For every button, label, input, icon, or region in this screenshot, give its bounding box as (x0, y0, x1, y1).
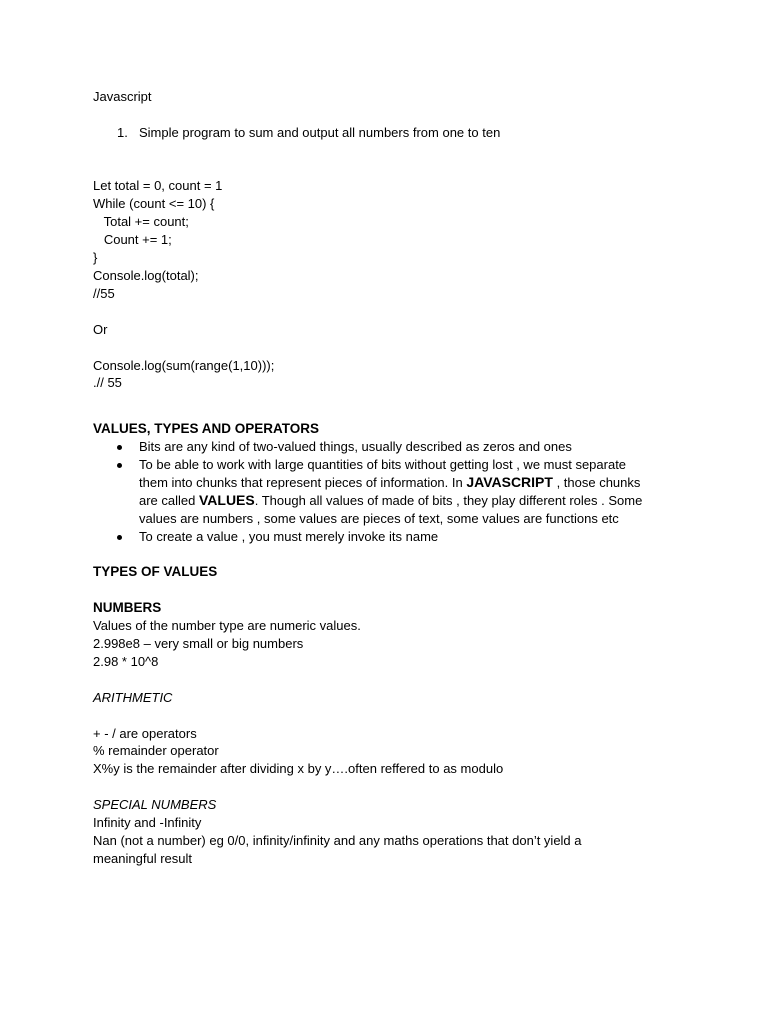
text-line: X%y is the remainder after dividing x by y….often reffered to as modulo (93, 761, 504, 777)
emphasis-javascript: JAVASCRIPT (466, 473, 553, 490)
bullet-text: Bits are any kind of two-valued things, usually described as zeros and ones (139, 439, 572, 455)
code-line: Let total = 0, count = 1 (93, 178, 223, 194)
text-line: Values of the number type are numeric values. (93, 618, 361, 634)
arithmetic-paragraph (93, 725, 653, 779)
numbers-paragraph (93, 617, 653, 671)
code-line: Console.log(sum(range(1,10))); (93, 357, 275, 373)
code-block-loop (93, 177, 653, 302)
spacer (93, 303, 653, 321)
code-line: Console.log(total); (93, 268, 199, 284)
bullet-text: . Though all values of made of bits , they play different roles . Some values are numbers , some values are pieces of text, some values are functions etc (139, 492, 643, 526)
code-line: Count += 1; (93, 232, 172, 248)
code-line: While (count <= 10) { (93, 196, 215, 212)
list-item (93, 124, 653, 142)
text-line: 2.98 * 10^8 (93, 653, 159, 669)
code-line: } (93, 250, 98, 266)
section-heading-arithmetic: ARITHMETIC (93, 689, 173, 705)
spacer (93, 410, 653, 420)
bullet-icon (117, 463, 122, 468)
code-block-sum (93, 357, 653, 393)
section-heading-values: VALUES, TYPES AND OPERATORS (93, 421, 320, 437)
spacer (93, 707, 653, 725)
or-text: Or (93, 321, 108, 337)
bullet-text: , those chunks are called (139, 474, 641, 508)
code-line: //55 (93, 285, 115, 301)
text-line: Infinity and -Infinity (93, 815, 202, 831)
section-heading-special-numbers: SPECIAL NUMBERS (93, 797, 217, 813)
numbered-list (93, 124, 653, 142)
bullet-icon (117, 445, 122, 450)
special-numbers-paragraph (93, 814, 653, 868)
list-number: 1. (117, 124, 128, 140)
list-item (93, 528, 653, 546)
bullet-text: To create a value , you must merely invoke its name (139, 528, 439, 544)
text-line: Nan (not a number) eg 0/0, infinity/infinity and any maths operations that don’t yield a meaningful result (93, 832, 582, 866)
section-heading-numbers: NUMBERS (93, 600, 162, 616)
list-item (93, 438, 653, 456)
bullet-list (93, 438, 653, 545)
spacer (93, 392, 653, 410)
bullet-text: To be able to work with large quantities of bits without getting lost , we must separate them into chunks that represent pieces of information. In (139, 457, 627, 490)
emphasis-values: VALUES (198, 491, 255, 508)
text-line: + - / are operators (93, 725, 197, 741)
code-line: Total += count; (93, 214, 189, 230)
spacer (93, 339, 653, 357)
spacer (93, 546, 653, 564)
list-item (93, 456, 653, 528)
spacer (93, 142, 653, 160)
document-page (93, 88, 653, 868)
spacer (93, 106, 653, 124)
spacer (93, 778, 653, 796)
document-title: Javascript (93, 89, 152, 104)
code-line: .// 55 (93, 375, 122, 391)
spacer (93, 671, 653, 689)
spacer (93, 160, 653, 178)
spacer (93, 581, 653, 599)
text-line: 2.998e8 – very small or big numbers (93, 636, 304, 652)
text-line: % remainder operator (93, 743, 219, 759)
list-item-text: Simple program to sum and output all numbers from one to ten (139, 124, 501, 140)
section-heading-types: TYPES OF VALUES (93, 564, 218, 580)
bullet-icon (117, 535, 122, 540)
